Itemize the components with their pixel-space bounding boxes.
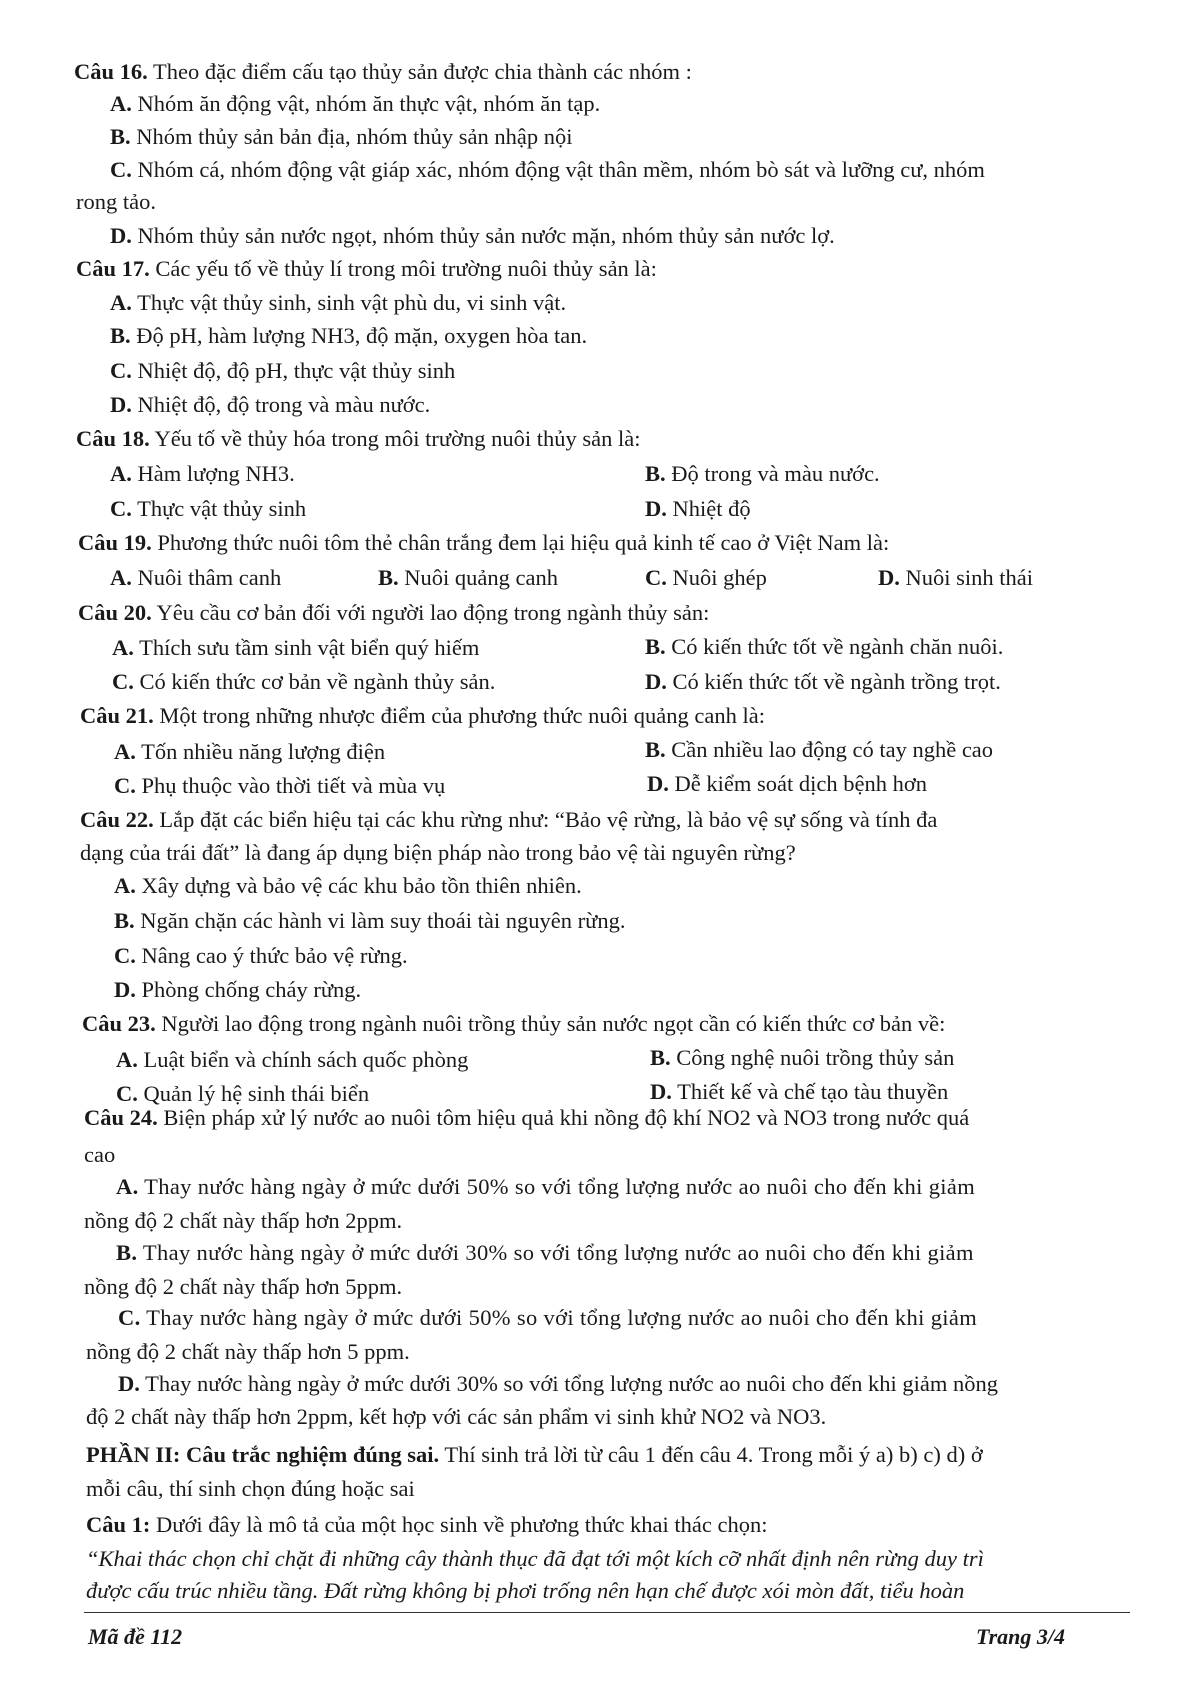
- option-text: Nuôi ghép: [672, 565, 767, 590]
- option-text: Nhóm thủy sản nước ngọt, nhóm thủy sản nước mặn, nhóm thủy sản nước lợ.: [137, 223, 835, 248]
- q16-option-c: [110, 155, 985, 185]
- option-text: Nhiệt độ, độ pH, thực vật thủy sinh: [137, 358, 456, 383]
- option-letter: D.: [118, 1371, 140, 1396]
- question-text: cao: [84, 1142, 116, 1167]
- question-text: Các yếu tố về thủy lí trong môi trường nuôi thủy sản là:: [149, 256, 657, 281]
- option-text: Nhiệt độ: [672, 496, 751, 521]
- option-letter: C.: [114, 773, 136, 798]
- option-text: Nuôi thâm canh: [137, 565, 282, 590]
- option-letter: D.: [110, 223, 132, 248]
- option-letter: B.: [650, 1045, 671, 1070]
- section-title: PHẦN II: Câu trắc nghiệm đúng sai.: [86, 1442, 440, 1467]
- option-text: Nuôi quảng canh: [404, 565, 558, 590]
- option-text: Ngăn chặn các hành vi làm suy thoái tài nguyên rừng.: [140, 908, 626, 933]
- question-22: [80, 805, 937, 835]
- q17-option-a: [110, 288, 566, 318]
- question-16: [74, 57, 692, 87]
- q19-option-d: [878, 563, 1033, 593]
- question-label: Câu 24.: [84, 1105, 158, 1130]
- option-text: độ 2 chất này thấp hơn 2ppm, kết hợp với các sản phẩm vi sinh khử NO2 và NO3.: [86, 1404, 827, 1429]
- option-letter: C.: [114, 943, 136, 968]
- option-text: Độ pH, hàm lượng NH3, độ mặn, oxygen hòa tan.: [136, 323, 588, 348]
- part-2-heading: [86, 1440, 983, 1470]
- option-letter: B.: [645, 634, 666, 659]
- q19-option-c: [645, 563, 767, 593]
- option-letter: D.: [114, 977, 136, 1002]
- option-letter: B.: [114, 908, 135, 933]
- option-letter: C.: [116, 1081, 138, 1106]
- option-letter: A.: [110, 290, 132, 315]
- q24-option-a-cont: [84, 1206, 402, 1236]
- question-17: [76, 254, 657, 284]
- q16-option-a: [110, 89, 600, 119]
- q16-option-b: [110, 122, 572, 152]
- question-label: Câu 23.: [82, 1011, 156, 1036]
- q18-option-c: [110, 494, 306, 524]
- question-text: Yếu tố về thủy hóa trong môi trường nuôi thủy sản là:: [149, 426, 641, 451]
- q24-option-d-cont: [86, 1402, 826, 1432]
- question-label: Câu 20.: [78, 600, 152, 625]
- footer-divider: [84, 1612, 1130, 1613]
- q22-option-d: [114, 975, 361, 1005]
- q17-option-c: [110, 356, 455, 386]
- question-label: Câu 21.: [80, 703, 154, 728]
- option-letter: D.: [647, 771, 669, 796]
- question-24-cont: [84, 1140, 115, 1170]
- page-number: Trang 3/4: [976, 1624, 1066, 1649]
- q23-option-a: [116, 1045, 468, 1075]
- option-letter: D.: [650, 1079, 672, 1104]
- q19-option-a: [110, 563, 281, 593]
- q18-option-b: [645, 459, 880, 489]
- option-letter: B.: [645, 461, 666, 486]
- option-letter: B.: [645, 737, 666, 762]
- option-letter: B.: [116, 1240, 138, 1265]
- option-letter: A.: [112, 635, 134, 660]
- q18-option-d: [645, 494, 751, 524]
- option-text: Phụ thuộc vào thời tiết và mùa vụ: [141, 773, 446, 798]
- part2-q1-quote: [86, 1544, 984, 1574]
- option-text: nồng độ 2 chất này thấp hơn 5 ppm.: [86, 1339, 410, 1364]
- q20-option-d: [645, 667, 1001, 697]
- option-text: Thích sưu tầm sinh vật biển quý hiếm: [139, 635, 480, 660]
- option-text: rong tảo.: [76, 189, 156, 214]
- question-text: Một trong những nhược điểm của phương thức nuôi quảng canh là:: [153, 703, 765, 728]
- option-text: Thay nước hàng ngày ở mức dưới 50% so với tổng lượng nước ao nuôi cho đến khi giảm: [144, 1174, 976, 1199]
- q22-option-c: [114, 941, 408, 971]
- question-text: Phương thức nuôi tôm thẻ chân trắng đem lại hiệu quả kinh tế cao ở Việt Nam là:: [151, 530, 890, 555]
- q16-option-d: [110, 221, 835, 251]
- q21-option-c: [114, 771, 445, 801]
- question-text: Theo đặc điểm cấu tạo thủy sản được chia thành các nhóm :: [147, 59, 692, 84]
- question-text: Dưới đây là mô tả của một học sinh về phương thức khai thác chọn:: [150, 1512, 768, 1537]
- option-text: Thay nước hàng ngày ở mức dưới 50% so với tổng lượng nước ao nuôi cho đến khi giảm: [146, 1305, 978, 1330]
- option-text: Nhóm ăn động vật, nhóm ăn thực vật, nhóm ăn tạp.: [137, 91, 601, 116]
- q20-option-c: [112, 667, 495, 697]
- option-letter: D.: [645, 496, 667, 521]
- question-label: Câu 22.: [80, 807, 154, 832]
- option-text: Phòng chống cháy rừng.: [141, 977, 362, 1002]
- question-23: [82, 1009, 945, 1039]
- option-text: Dễ kiểm soát dịch bệnh hơn: [674, 771, 927, 796]
- question-20: [78, 598, 709, 628]
- q16-option-c-cont: [76, 187, 156, 217]
- option-letter: A.: [114, 739, 136, 764]
- q18-option-a: [110, 459, 295, 489]
- exam-code: Mã đề 112: [88, 1624, 183, 1649]
- question-text: dạng của trái đất” là đang áp dụng biện pháp nào trong bảo vệ tài nguyên rừng?: [80, 840, 796, 865]
- option-letter: B.: [110, 323, 131, 348]
- option-text: Thay nước hàng ngày ở mức dưới 30% so với tổng lượng nước ao nuôi cho đến khi giảm: [142, 1240, 974, 1265]
- question-label: Câu 17.: [76, 256, 150, 281]
- question-label: Câu 16.: [74, 59, 148, 84]
- quote-text: được cấu trúc nhiều tầng. Đất rừng không bị phơi trống nên hạn chế được xói mòn đất, tiểu hoàn: [86, 1578, 965, 1603]
- option-text: Có kiến thức cơ bản về ngành thủy sản.: [139, 669, 496, 694]
- part-2-heading-cont: [86, 1474, 415, 1504]
- option-letter: A.: [116, 1174, 139, 1199]
- option-text: Hàm lượng NH3.: [137, 461, 295, 486]
- option-letter: D.: [110, 392, 132, 417]
- q23-option-b: [650, 1043, 954, 1073]
- quote-text: “Khai thác chọn chỉ chặt đi những cây thành thục đã đạt tới một kích cỡ nhất định nên rừng duy trì: [86, 1546, 984, 1571]
- q22-option-a: [114, 871, 582, 901]
- question-22-cont: [80, 838, 796, 868]
- part2-q1-quote-cont: [86, 1576, 964, 1606]
- option-text: Xây dựng và bảo vệ các khu bảo tồn thiên nhiên.: [141, 873, 582, 898]
- option-text: Thực vật thủy sinh, sinh vật phù du, vi sinh vật.: [137, 290, 567, 315]
- option-text: nồng độ 2 chất này thấp hơn 2ppm.: [84, 1208, 403, 1233]
- option-text: Nhóm cá, nhóm động vật giáp xác, nhóm động vật thân mềm, nhóm bò sát và lưỡng cư, nhóm: [137, 157, 985, 182]
- question-19: [78, 528, 889, 558]
- option-letter: A.: [114, 873, 136, 898]
- option-text: Nâng cao ý thức bảo vệ rừng.: [141, 943, 408, 968]
- option-letter: B.: [110, 124, 131, 149]
- q24-option-a: [116, 1172, 975, 1202]
- option-text: Thiết kế và chế tạo tàu thuyền: [677, 1079, 949, 1104]
- question-18: [76, 424, 640, 454]
- option-letter: D.: [645, 669, 667, 694]
- option-text: Có kiến thức tốt về ngành trồng trọt.: [672, 669, 1001, 694]
- option-text: Có kiến thức tốt về ngành chăn nuôi.: [671, 634, 1004, 659]
- option-letter: C.: [110, 157, 132, 182]
- question-text: Yêu cầu cơ bản đối với người lao động trong ngành thủy sản:: [151, 600, 710, 625]
- option-text: nồng độ 2 chất này thấp hơn 5ppm.: [84, 1274, 403, 1299]
- option-letter: A.: [110, 91, 132, 116]
- q24-option-c: [118, 1303, 977, 1333]
- question-label: Câu 19.: [78, 530, 152, 555]
- option-text: Cần nhiều lao động có tay nghề cao: [671, 737, 994, 762]
- option-letter: C.: [110, 358, 132, 383]
- option-text: Nuôi sinh thái: [905, 565, 1033, 590]
- q22-option-b: [114, 906, 625, 936]
- option-letter: A.: [116, 1047, 138, 1072]
- option-text: Tốn nhiều năng lượng điện: [141, 739, 386, 764]
- part2-question-1: [86, 1510, 768, 1540]
- option-text: Luật biển và chính sách quốc phòng: [143, 1047, 469, 1072]
- q20-option-b: [645, 632, 1003, 662]
- option-letter: A.: [110, 461, 132, 486]
- q21-option-a: [114, 737, 385, 767]
- option-text: Thay nước hàng ngày ở mức dưới 30% so với tổng lượng nước ao nuôi cho đến khi giảm nồng: [145, 1371, 998, 1396]
- option-letter: B.: [378, 565, 399, 590]
- option-letter: C.: [118, 1305, 141, 1330]
- option-text: Công nghệ nuôi trồng thủy sản: [676, 1045, 955, 1070]
- q17-option-d: [110, 390, 430, 420]
- option-text: Nhóm thủy sản bản địa, nhóm thủy sản nhập nội: [136, 124, 573, 149]
- option-text: Quản lý hệ sinh thái biển: [143, 1081, 370, 1106]
- question-text: Lắp đặt các biển hiệu tại các khu rừng như: “Bảo vệ rừng, là bảo vệ sự sống và tính đa: [153, 807, 938, 832]
- question-24: [84, 1103, 969, 1133]
- option-letter: C.: [110, 496, 132, 521]
- option-letter: C.: [112, 669, 134, 694]
- section-instructions: Thí sinh trả lời từ câu 1 đến câu 4. Trong mỗi ý a) b) c) d) ở: [439, 1442, 983, 1467]
- option-letter: C.: [645, 565, 667, 590]
- q24-option-d: [118, 1369, 998, 1399]
- q20-option-a: [112, 633, 479, 663]
- q19-option-b: [378, 563, 558, 593]
- question-21: [80, 701, 765, 731]
- question-text: Biện pháp xử lý nước ao nuôi tôm hiệu quả khi nồng độ khí NO2 và NO3 trong nước quá: [157, 1105, 970, 1130]
- question-label: Câu 18.: [76, 426, 150, 451]
- q24-option-c-cont: [86, 1337, 410, 1367]
- option-letter: D.: [878, 565, 900, 590]
- q21-option-b: [645, 735, 993, 765]
- q21-option-d: [647, 769, 927, 799]
- section-instructions: mỗi câu, thí sinh chọn đúng hoặc sai: [86, 1476, 415, 1501]
- question-label: Câu 1:: [86, 1512, 151, 1537]
- option-text: Nhiệt độ, độ trong và màu nước.: [137, 392, 431, 417]
- q24-option-b-cont: [84, 1272, 402, 1302]
- question-text: Người lao động trong ngành nuôi trồng thủy sản nước ngọt cần có kiến thức cơ bản về:: [155, 1011, 946, 1036]
- option-letter: A.: [110, 565, 132, 590]
- option-text: Độ trong và màu nước.: [671, 461, 880, 486]
- option-text: Thực vật thủy sinh: [137, 496, 307, 521]
- q17-option-b: [110, 321, 587, 351]
- q24-option-b: [116, 1238, 974, 1268]
